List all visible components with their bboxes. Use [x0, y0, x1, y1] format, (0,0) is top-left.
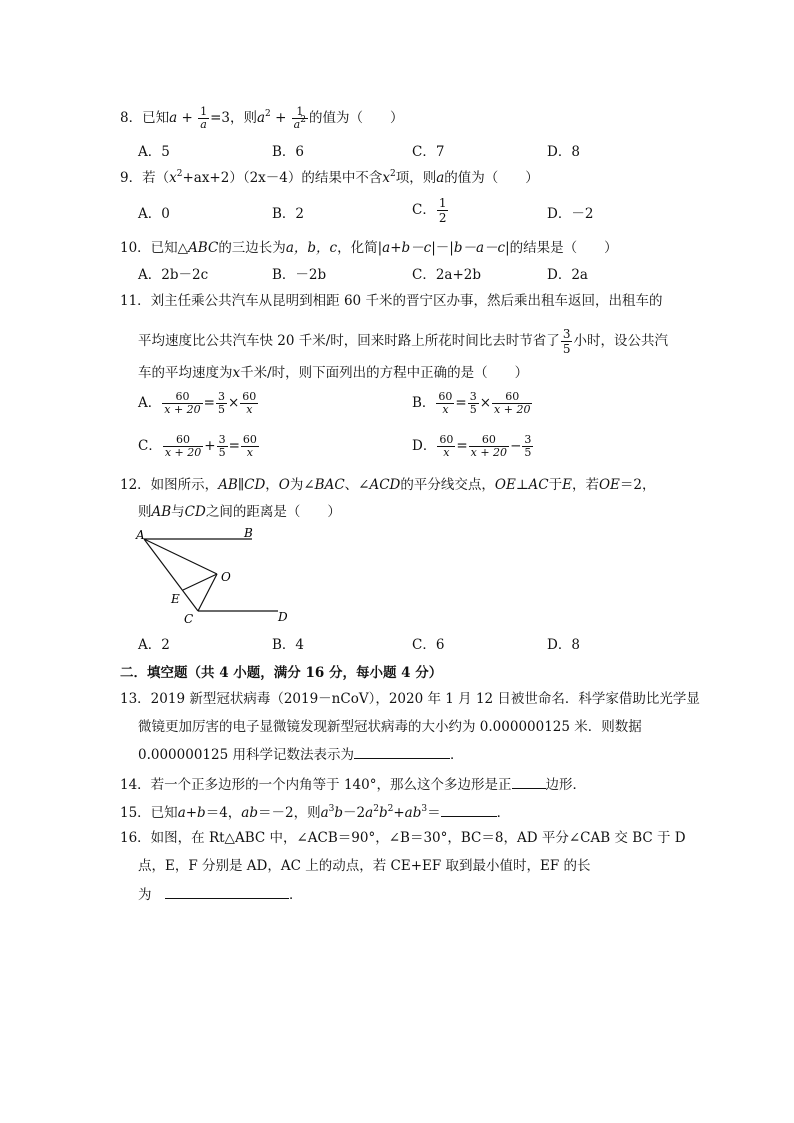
answer-blank[interactable] [165, 884, 289, 899]
q15-stem: 15．已知a+b＝4，ab＝－2，则$a^3b-2a^2b^2+ab^3=$ ． [120, 804, 511, 821]
fraction: $\frac{60}{x + 20}$ [164, 390, 201, 416]
fraction: $\frac{3}{5}$ [469, 390, 477, 416]
section-fill-in-blank-heading: 二．填空题（共 4 小题，满分 16 分，每小题 4 分） [120, 665, 443, 681]
q10-option-d: D．2a [547, 267, 588, 283]
label-d: D [278, 610, 288, 624]
q8-option-b: B．6 [272, 144, 305, 160]
fraction: $\frac{60}{x}$ [242, 390, 257, 416]
fraction: $\frac{60}{x}$ [438, 390, 453, 416]
q12-geometry-figure [130, 526, 300, 630]
q8-option-d: D．8 [547, 144, 580, 160]
fraction: $\frac{3}{5}$ [562, 327, 571, 356]
fraction: $\frac{1}{a}$ [200, 105, 208, 131]
q13-line1: 13．2019 新型冠状病毒（2019－nCoV），2020 年 1 月 12 日被世命名．科学家借助比光学显 [120, 691, 700, 707]
q12-line2: 则AB与CD之间的距离是（ ） [138, 504, 341, 520]
q11-option-d: D． $\frac{60}{x}$ = $\frac{60}{x + 20}$ − $\frac{3}{5}$ [412, 433, 532, 459]
q13-line2: 微镜更加厉害的电子显微镜发现新型冠状病毒的大小约为 0.000000125 米．则数据 [138, 719, 642, 735]
q11-option-b: B． $\frac{60}{x}$ = $\frac{3}{5}$ × $\frac{60}{x + 20}$ [412, 390, 531, 416]
q10-option-c: C．2a+2b [412, 267, 482, 283]
q10-option-b: B．－2b [272, 267, 327, 283]
q9-option-d: D．－2 [547, 206, 594, 222]
answer-blank[interactable] [354, 744, 450, 759]
q12-option-b: B．4 [272, 637, 305, 653]
segment-co [198, 574, 217, 611]
fraction: $\frac{1}{a^2}$ [293, 105, 306, 131]
fraction: $\frac{60}{x + 20}$ [494, 390, 531, 416]
segment-ao [144, 539, 217, 574]
fraction: $\frac{3}{5}$ [218, 433, 226, 459]
q16-line2: 点，E，F 分别是 AD，AC 上的动点，若 CE+EF 取到最小值时，EF 的长 [138, 858, 591, 874]
fraction: $\frac{60}{x}$ [439, 433, 454, 459]
label-a: A [136, 528, 145, 542]
q11-line1: 11．刘主任乘公共汽车从昆明到相距 60 千米的晋宁区办事，然后乘出租车返回，出租车的 [120, 293, 663, 309]
q8-stem: 8．已知a + $\frac{1}{a}$ =3，则$a^2$ + $\frac{1}{a^2}$ 的值为（ ） [120, 105, 404, 131]
answer-blank[interactable] [512, 774, 546, 789]
fraction: $\frac{3}{5}$ [217, 390, 225, 416]
q9-option-c: C． $\frac{1}{2}$ [412, 196, 447, 225]
fraction: $\frac{60}{x + 20}$ [470, 433, 508, 459]
q9-option-b: B．2 [272, 206, 305, 222]
q13-line3: 0.000000125 用科学记数法表示为 ． [138, 744, 463, 764]
q9-stem: 9．若$(x^2+ax+2)(2x-4)$的结果中不含$x^2$项，则a的值为（ ） [120, 169, 539, 186]
answer-blank[interactable] [441, 802, 497, 817]
fraction: $\frac{60}{x + 20}$ [164, 433, 202, 459]
fraction: $\frac{1}{2}$ [438, 196, 447, 225]
q8-option-c: C．7 [412, 144, 445, 160]
q10-stem: 10．已知△ABC的三边长为a，b，c，化简|a+b－c|－|b－a－c|的结果是（ ） [120, 240, 618, 256]
fraction: $\frac{60}{x}$ [242, 433, 257, 459]
q11-option-a: A． $\frac{60}{x + 20}$ = $\frac{3}{5}$ × $\frac{60}{x}$ [138, 390, 257, 416]
q12-option-d: D．8 [547, 637, 580, 653]
label-o: O [221, 570, 231, 584]
fraction: $\frac{3}{5}$ [524, 433, 532, 459]
label-c: C [184, 612, 194, 626]
q11-option-c: C． $\frac{60}{x + 20}$ + $\frac{3}{5}$ = $\frac{60}{x}$ [138, 433, 257, 459]
q11-line2: 平均速度比公共汽车快 20 千米/时，回来时路上所花时间比去时节省了 $\frac{3}{5}$ 小时，设公共汽 [138, 327, 668, 356]
label-e: E [171, 592, 180, 606]
q14-stem: 14．若一个正多边形的一个内角等于 140°，那么这个多边形是正 边形． [120, 774, 586, 794]
q12-line1: 12．如图所示，AB∥CD，O为∠BAC、∠ACD的平分线交点，OE⊥AC于E，若OE＝2， [120, 477, 656, 493]
label-b: B [244, 526, 253, 540]
q11-line3: 车的平均速度为x千米/时，则下面列出的方程中正确的是（ ） [138, 365, 529, 381]
q16-line1: 16．如图，在 Rt△ABC 中，∠ACB＝90°，∠B＝30°，BC＝8，AD 平分∠CAB 交 BC 于 D [120, 830, 686, 846]
q12-option-c: C．6 [412, 637, 445, 653]
q16-line3: 为 ． [138, 884, 303, 904]
q8-option-a: A．5 [138, 144, 170, 160]
q12-option-a: A．2 [138, 637, 170, 653]
q10-option-a: A．2b－2c [138, 267, 209, 283]
q9-option-a: A．0 [138, 206, 170, 222]
segment-oe [183, 574, 217, 590]
